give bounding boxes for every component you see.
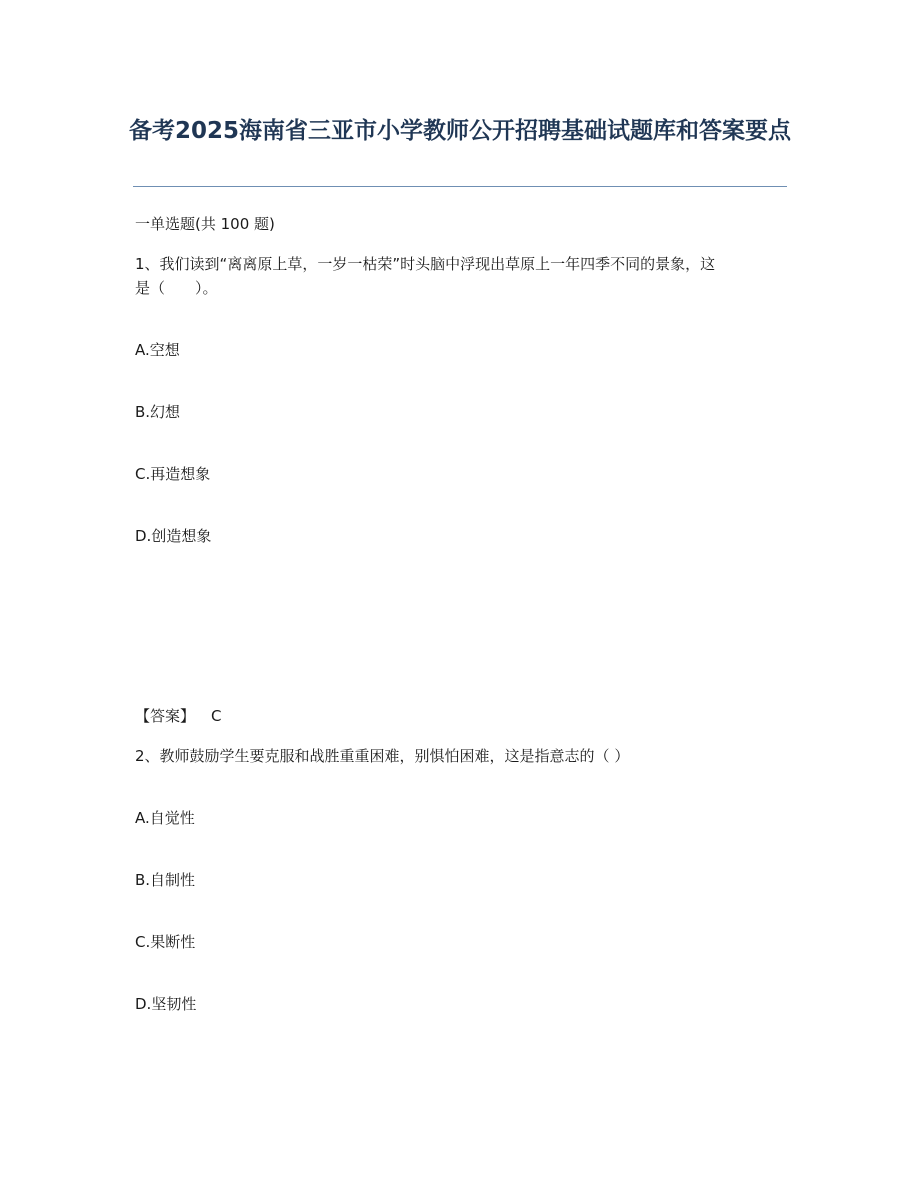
question-2-option-c: C.果断性 (135, 933, 196, 951)
question-2-stem: 2、教师鼓励学生要克服和战胜重重困难，别惧怕困难，这是指意志的（ ） (135, 747, 630, 765)
question-1-option-c: C.再造想象 (135, 465, 211, 483)
title-divider (133, 186, 787, 187)
answer-value: C (211, 707, 222, 725)
answer-label: 【答案】 (135, 707, 196, 725)
question-2-option-d: D.坚韧性 (135, 995, 197, 1013)
question-1-stem-line-2: 是（ ）。 (135, 279, 218, 297)
document-title: 备考2025海南省三亚市小学教师公开招聘基础试题库和答案要点 (128, 118, 791, 144)
question-1-option-a: A.空想 (135, 341, 180, 359)
question-2-option-a: A.自觉性 (135, 809, 195, 827)
question-1-stem-line-1: 1、我们读到“离离原上草，一岁一枯荣”时头脑中浮现出草原上一年四季不同的景象，这 (135, 255, 716, 273)
question-2-option-b: B.自制性 (135, 871, 196, 889)
question-1-option-d: D.创造想象 (135, 527, 212, 545)
section-header: 一单选题(共 100 题) (135, 215, 275, 233)
question-1-answer (135, 706, 222, 726)
question-1-option-b: B.幻想 (135, 403, 181, 421)
